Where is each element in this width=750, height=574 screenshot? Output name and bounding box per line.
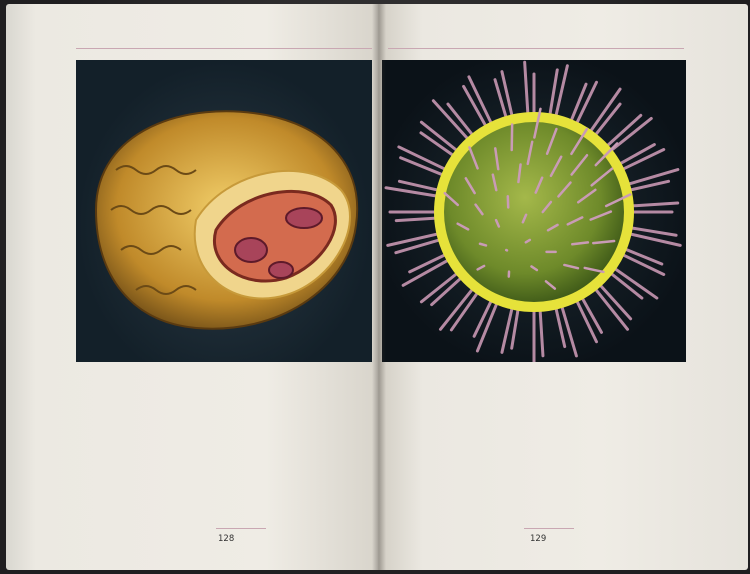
left-header-rule	[76, 48, 372, 49]
book-spread	[6, 4, 748, 570]
virus-particle-illustration	[382, 60, 686, 362]
left-page-number: 128	[218, 534, 235, 544]
left-footer-rule	[216, 528, 266, 529]
right-footer-rule	[524, 528, 574, 529]
organelle-3-shape	[269, 262, 293, 278]
right-page-number: 129	[530, 534, 547, 544]
left-page	[6, 4, 378, 570]
cell-cross-section-illustration	[76, 60, 372, 362]
organelle-2-shape	[286, 208, 322, 228]
organelle-1-shape	[235, 238, 267, 262]
right-illustration	[382, 60, 686, 362]
book-gutter-shadow	[372, 4, 386, 570]
right-header-rule	[388, 48, 684, 49]
right-page	[378, 4, 748, 570]
virus-spike-front	[480, 244, 486, 246]
left-illustration	[76, 60, 372, 362]
